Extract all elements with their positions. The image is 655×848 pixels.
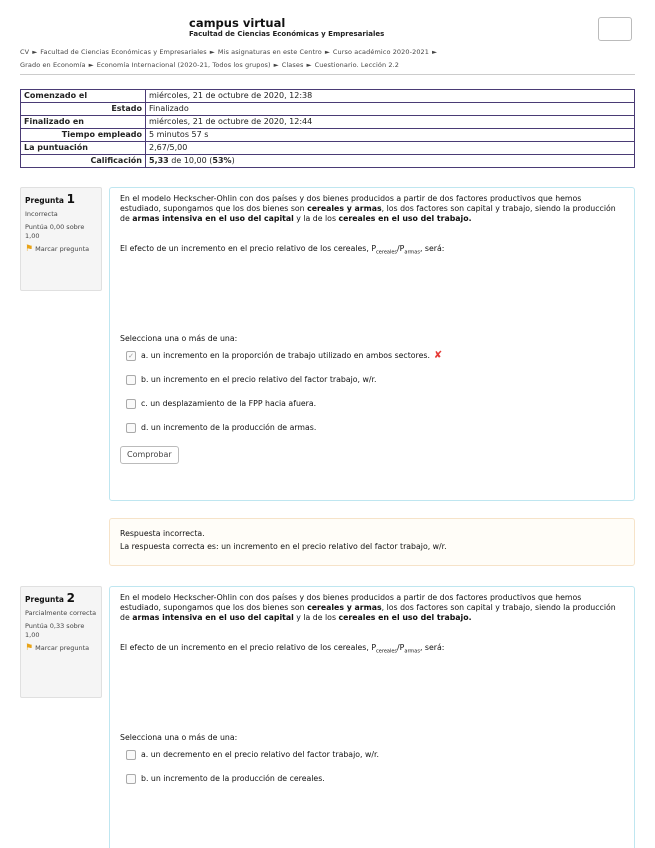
question-effect-text: El efecto de un incremento en el precio relativo de los cereales, $P_{cereales}/P_{armas}$, será:: [120, 643, 445, 655]
checkbox-icon[interactable]: [126, 423, 136, 433]
breadcrumb-item[interactable]: Curso académico 2020-2021: [332, 48, 430, 56]
question-text: En el modelo Heckscher-Ohlin con dos países y dos bienes producidos a partir de dos factores productivos que hemos estudiado, supongamos que los dos bienes son cereales y armas, los dos factores son capital y trabajo, siendo la producción de armas intensiva en el uso del capital y la de los cereales en el uso del trabajo.: [120, 194, 616, 223]
question-1-info: [20, 187, 102, 291]
summary-label: La puntuación: [21, 142, 146, 155]
breadcrumb-item[interactable]: Cuestionario. Lección 2.2: [314, 61, 399, 69]
flag-question-link[interactable]: ⚑ Marcar pregunta: [25, 643, 90, 653]
grade-close: ): [231, 156, 235, 165]
question-2-info: [20, 586, 102, 698]
summary-value: miércoles, 21 de octubre de 2020, 12:38: [146, 90, 635, 103]
question-state: Parcialmente correcta: [25, 609, 97, 617]
site-title[interactable]: campus virtual: [189, 16, 286, 30]
summary-label: Calificación: [21, 155, 146, 168]
breadcrumb: CV ► Facultad de Ciencias Económicas y Empresariales ► Mis asignaturas en este Centro ► Curso académico 2020-2021 ► Grado en Economía ► Economía Internacional (2020-21, Todos los grupos) ► Clases ► Cuestionario. Lección 2.2: [20, 48, 438, 69]
faculty-name: Facultad de Ciencias Económicas y Empresariales: [189, 30, 385, 38]
summary-row: [21, 116, 635, 129]
header-divider: [20, 74, 635, 75]
answer-prompt: Selecciona una o más de una:: [120, 333, 238, 343]
answer-option[interactable]: ✓ a. un incremento en la proporción de trabajo utilizado en ambos sectores. ✘: [126, 348, 624, 364]
answer-option[interactable]: d. un incremento de la producción de armas.: [126, 420, 624, 436]
flag-icon: ⚑: [25, 244, 34, 254]
flag-icon: ⚑: [25, 643, 34, 653]
answer-option[interactable]: c. un desplazamiento de la FPP hacia afuera.: [126, 396, 624, 412]
question-score: Puntúa 0,33 sobre 1,00: [25, 622, 85, 639]
summary-label: Finalizado en: [21, 116, 146, 129]
checkbox-icon[interactable]: [126, 399, 136, 409]
answer-prompt: Selecciona una o más de una:: [120, 732, 238, 742]
summary-value: 2,67/5,00: [146, 142, 635, 155]
checkbox-icon[interactable]: [126, 774, 136, 784]
grade-value: 5,33: [149, 156, 169, 165]
question-text: En el modelo Heckscher-Ohlin con dos países y dos bienes producidos a partir de dos factores productivos que hemos estudiado, supongamos que los dos bienes son cereales y armas, los dos factores son capital y trabajo, siendo la producción de armas intensiva en el uso del capital y la de los cereales en el uso del trabajo.: [120, 593, 616, 622]
checkbox-icon[interactable]: [126, 750, 136, 760]
flag-question-link[interactable]: ⚑ Marcar pregunta: [25, 244, 90, 254]
summary-label: Estado: [21, 103, 146, 116]
incorrect-icon: ✘: [433, 349, 443, 361]
summary-row: [21, 129, 635, 142]
answer-option[interactable]: b. un incremento de la producción de cereales.: [126, 771, 624, 787]
summary-value: miércoles, 21 de octubre de 2020, 12:44: [146, 116, 635, 129]
breadcrumb-item[interactable]: Clases: [281, 61, 304, 69]
summary-row: [21, 142, 635, 155]
question-1-content: [109, 187, 635, 501]
question-effect-text: El efecto de un incremento en el precio relativo de los cereales, $P_{cereales}/P_{armas}$, será:: [120, 244, 445, 256]
question-score: Puntúa 0,00 sobre 1,00: [25, 223, 85, 240]
question-number: Pregunta 2: [25, 591, 75, 605]
question-number: Pregunta 1: [25, 192, 75, 206]
breadcrumb-item[interactable]: Facultad de Ciencias Económicas y Empresariales: [40, 48, 207, 56]
summary-row: [21, 90, 635, 103]
check-button[interactable]: Comprobar: [120, 446, 179, 464]
question-state: Incorrecta: [25, 210, 58, 218]
breadcrumb-item[interactable]: Mis asignaturas en este Centro: [217, 48, 322, 56]
summary-value: Finalizado: [146, 103, 635, 116]
checkbox-icon[interactable]: [126, 375, 136, 385]
summary-label: Comenzado el: [21, 90, 146, 103]
breadcrumb-item[interactable]: Economía Internacional (2020-21, Todos los grupos): [96, 61, 271, 69]
summary-row: [21, 155, 635, 168]
answer-option[interactable]: b. un incremento en el precio relativo del factor trabajo, w/r.: [126, 372, 624, 388]
summary-value: 5 minutos 57 s: [146, 129, 635, 142]
question-2-content: [109, 586, 635, 848]
user-menu-button[interactable]: [598, 17, 632, 41]
grade-percent: 53%: [212, 156, 232, 165]
breadcrumb-item[interactable]: Grado en Economía: [20, 61, 86, 69]
breadcrumb-item[interactable]: CV: [20, 48, 30, 56]
question-1-feedback: [109, 518, 635, 566]
checkbox-checked-icon[interactable]: ✓: [126, 351, 136, 361]
feedback-correct-answer: La respuesta correcta es: un incremento en el precio relativo del factor trabajo, w/r.: [120, 542, 447, 551]
summary-value: [146, 155, 635, 168]
summary-row: [21, 103, 635, 116]
answer-option[interactable]: a. un decremento en el precio relativo del factor trabajo, w/r.: [126, 747, 624, 763]
feedback-result: Respuesta incorrecta.: [120, 529, 205, 538]
grade-total: de 10,00 (: [168, 156, 213, 165]
attempt-summary-table: [20, 89, 635, 168]
summary-label: Tiempo empleado: [21, 129, 146, 142]
